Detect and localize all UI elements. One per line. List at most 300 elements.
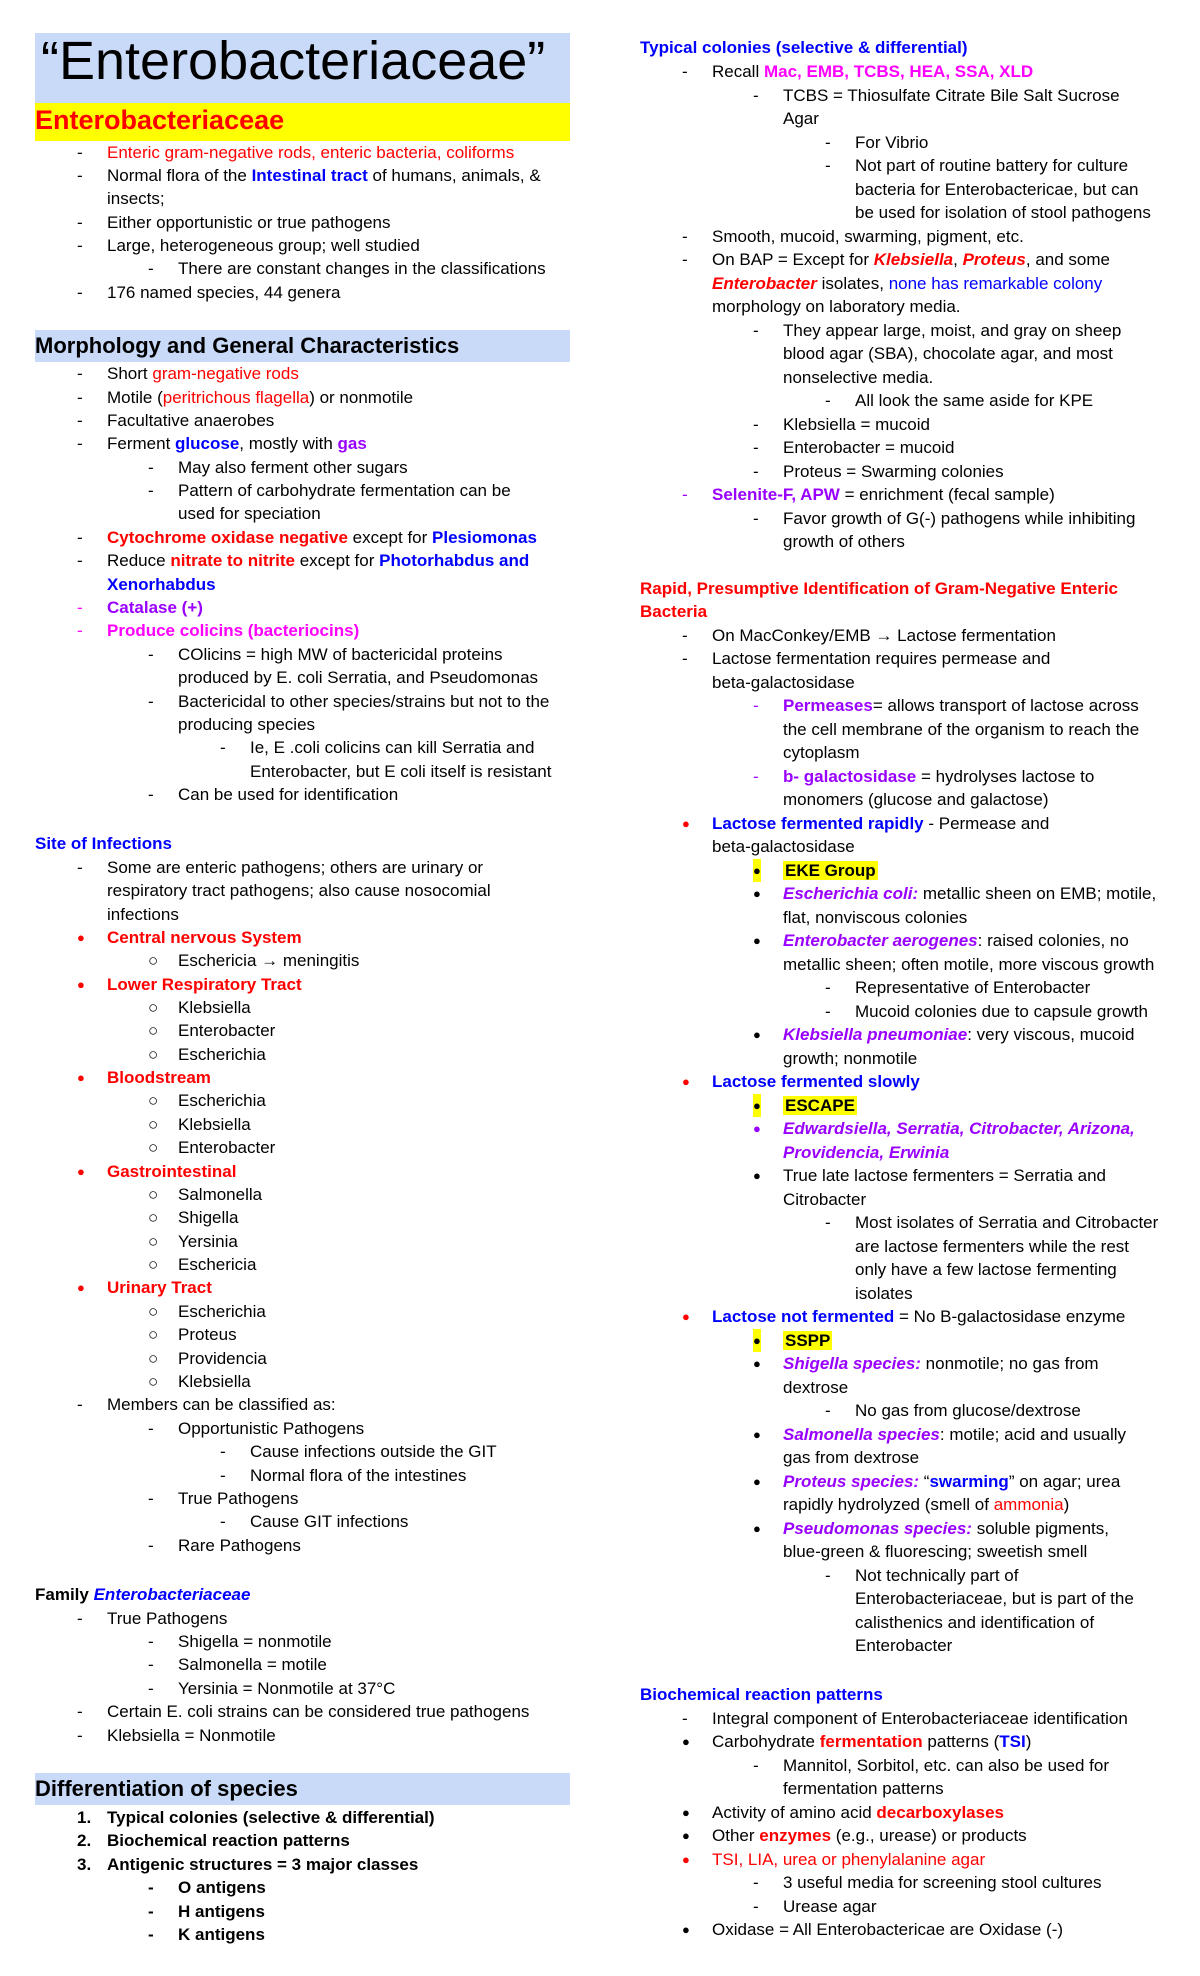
- text-run: Mucoid colonies due to capsule growth: [855, 1002, 1148, 1021]
- text-run: beta-galactosidase: [712, 673, 855, 692]
- text-run: Some are enteric pathogens; others are urinary or: [107, 858, 484, 877]
- text-line: [825, 1564, 1019, 1587]
- text-line: [753, 859, 878, 882]
- text-run: Can be used for identification: [178, 785, 399, 804]
- text-run: Pattern of carbohydrate fermentation can be: [178, 481, 511, 500]
- text-run: = allows transport of lactose across: [872, 696, 1139, 715]
- text-run: producing species: [178, 715, 316, 734]
- text-line: [148, 1370, 251, 1393]
- text-line: [107, 879, 491, 902]
- text-line: [77, 1806, 435, 1829]
- text-line: [77, 141, 515, 164]
- text-line: [783, 1777, 944, 1800]
- text-line: [148, 1136, 276, 1159]
- text-run: O antigens: [178, 1878, 266, 1897]
- text-run: ,: [953, 250, 963, 269]
- list-marker: ●: [682, 1734, 690, 1749]
- text-run: Not part of routine battery for culture: [855, 156, 1129, 175]
- text-line: [250, 760, 551, 783]
- text-run: calisthenics and identification of: [855, 1613, 1095, 1632]
- list-marker: ○: [148, 1325, 159, 1344]
- text-line: [148, 1253, 257, 1276]
- text-run: Enterobacteriaceae: [93, 1585, 251, 1604]
- text-run: Morphology and General Characteristics: [35, 333, 460, 358]
- text-line: [825, 1399, 1081, 1422]
- list-marker: ●: [753, 1027, 761, 1042]
- text-line: [220, 1464, 467, 1487]
- text-line: [753, 84, 1120, 107]
- list-marker: -: [77, 213, 83, 232]
- list-marker: -: [682, 485, 688, 504]
- list-marker: ○: [148, 1138, 159, 1157]
- text-line: [148, 1677, 396, 1700]
- text-run: No gas from glucose/dextrose: [855, 1401, 1081, 1420]
- text-run: Escherichia: [178, 1302, 266, 1321]
- text-run: Lactose fermented slowly: [712, 1072, 920, 1091]
- text-line: [855, 1611, 1094, 1634]
- list-marker: ●: [77, 977, 85, 992]
- text-line: [825, 1211, 1159, 1234]
- text-run: Pseudomonas species:: [783, 1519, 972, 1538]
- text-run: insects;: [107, 189, 165, 208]
- list-marker: ●: [753, 886, 761, 901]
- text-run: respiratory tract pathogens; also cause nosocomial: [107, 881, 491, 900]
- text-run: Biochemical reaction patterns: [640, 1685, 883, 1704]
- list-marker: -: [825, 1566, 831, 1585]
- text-run: isolates: [855, 1284, 913, 1303]
- text-line: [753, 319, 1122, 342]
- text-run: Escherichia: [178, 1091, 266, 1110]
- list-marker: -: [220, 1442, 226, 1461]
- text-line: [77, 386, 414, 409]
- text-line: [783, 718, 1139, 741]
- text-run: Citrobacter: [783, 1190, 867, 1209]
- text-run: Eschericia: [178, 1255, 257, 1274]
- text-run: Photorhabdus and: [379, 551, 530, 570]
- list-marker: -: [148, 1419, 154, 1438]
- text-run: Rapid, Presumptive Identification of Gram-Negative Enteric: [640, 579, 1118, 598]
- text-run: enzymes: [759, 1826, 832, 1845]
- text-run: Salmonella = motile: [178, 1655, 327, 1674]
- text-run: Escherichia coli:: [783, 884, 919, 903]
- text-line: [77, 1829, 350, 1852]
- list-marker: ●: [753, 1094, 761, 1117]
- text-run: Carbohydrate: [712, 1732, 820, 1751]
- list-marker: ○: [148, 951, 159, 970]
- list-marker: -: [77, 1726, 83, 1745]
- text-line: [77, 362, 299, 385]
- text-line: [783, 1188, 866, 1211]
- list-marker: ●: [753, 1356, 761, 1371]
- text-run: dextrose: [783, 1378, 849, 1397]
- text-line: [220, 736, 535, 759]
- text-run: isolates,: [816, 274, 889, 293]
- list-marker: -: [77, 143, 83, 162]
- text-run: Eschericia → meningitis: [178, 951, 360, 970]
- text-line: [77, 409, 275, 432]
- text-run: TCBS = Thiosulfate Citrate Bile Salt Sucrose: [783, 86, 1120, 105]
- text-run: Large, heterogeneous group; well studied: [107, 236, 420, 255]
- list-marker: ○: [148, 998, 159, 1017]
- text-line: [783, 1493, 1069, 1516]
- text-line: [855, 1634, 952, 1657]
- text-run: ” on agar; urea: [1008, 1472, 1121, 1491]
- text-line: [682, 1707, 1128, 1730]
- text-run: Recall: [712, 62, 764, 81]
- text-line: [640, 577, 1118, 600]
- text-run: Cause GIT infections: [250, 1512, 409, 1531]
- text-line: [682, 483, 1055, 506]
- text-line: [77, 856, 484, 879]
- text-run: monomers (glucose and galactose): [783, 790, 1049, 809]
- text-run: be used for isolation of stool pathogens: [855, 203, 1151, 222]
- text-run: blue-green & fluorescing; sweetish smell: [783, 1542, 1088, 1561]
- page-title: [41, 30, 545, 92]
- text-run: cytoplasm: [783, 743, 860, 762]
- text-run: ): [1025, 1732, 1032, 1751]
- text-run: Providencia: [178, 1349, 267, 1368]
- list-marker: -: [77, 858, 83, 877]
- text-line: [682, 1070, 920, 1093]
- text-run: Enteric gram-negative rods, enteric bacteria, coliforms: [107, 143, 515, 162]
- text-line: [753, 1754, 1110, 1777]
- list-marker: -: [148, 458, 154, 477]
- list-marker: -: [77, 434, 83, 453]
- text-run: nitrate to nitrite: [170, 551, 295, 570]
- list-marker: -: [148, 692, 154, 711]
- text-run: Proteus species:: [783, 1472, 920, 1491]
- text-line: [77, 281, 341, 304]
- text-run: produced by E. coli Serratia, and Pseudomonas: [178, 668, 539, 687]
- text-run: “Enterobacteriaceae”: [41, 31, 546, 91]
- text-run: decarboxylases: [876, 1803, 1004, 1822]
- list-marker: ○: [148, 1021, 159, 1040]
- text-line: [825, 154, 1129, 177]
- text-line: [148, 1113, 251, 1136]
- text-run: Members can be classified as:: [107, 1395, 336, 1414]
- text-run: bacteria for Enterobactericae, but can: [855, 180, 1139, 199]
- text-run: growth; nonmotile: [783, 1049, 918, 1068]
- text-line: [148, 1089, 266, 1112]
- list-marker: ●: [682, 1805, 690, 1820]
- text-line: [148, 690, 550, 713]
- text-run: nonmotile; no gas from: [920, 1354, 1099, 1373]
- list-marker: 3.: [77, 1855, 92, 1874]
- text-run: Gastrointestinal: [107, 1162, 237, 1181]
- text-run: beta-galactosidase: [712, 837, 855, 856]
- list-marker: -: [753, 438, 759, 457]
- list-marker: -: [77, 1702, 83, 1721]
- text-run: True Pathogens: [178, 1489, 299, 1508]
- list-marker: -: [148, 1925, 154, 1944]
- text-run: nonselective media.: [783, 368, 934, 387]
- text-run: SSPP: [785, 1331, 831, 1350]
- text-line: [682, 1824, 1027, 1847]
- list-marker: -: [77, 528, 83, 547]
- text-run: : very viscous, mucoid: [967, 1025, 1135, 1044]
- text-line: [855, 1235, 1129, 1258]
- text-run: patterns (: [922, 1732, 1000, 1751]
- text-line: [148, 1323, 237, 1346]
- text-line: [783, 342, 1113, 365]
- text-run: Lactose not fermented: [712, 1307, 895, 1326]
- text-line: [753, 1895, 877, 1918]
- text-run: = hydrolyses lactose to: [916, 767, 1095, 786]
- text-run: ): [1063, 1495, 1070, 1514]
- text-run: except for: [347, 528, 433, 547]
- text-run: Normal flora of the: [107, 166, 252, 185]
- list-marker: -: [825, 156, 831, 175]
- text-line: [77, 926, 302, 949]
- text-run: Enterobacteriaceae: [35, 105, 285, 135]
- text-line: [783, 741, 860, 764]
- text-run: For Vibrio: [855, 133, 929, 152]
- text-run: On BAP = Except for: [712, 250, 874, 269]
- list-marker: -: [682, 1709, 688, 1728]
- text-run: All look the same aside for KPE: [855, 391, 1094, 410]
- text-run: gram-negative rods: [152, 364, 299, 383]
- text-run: “: [919, 1472, 930, 1491]
- text-run: b- galactosidase: [783, 767, 917, 786]
- text-run: peritrichous flagella: [162, 388, 310, 407]
- text-run: used for speciation: [178, 504, 321, 523]
- text-run: Bactericidal to other species/strains but not to the: [178, 692, 550, 711]
- text-run: H antigens: [178, 1902, 265, 1921]
- text-line: [107, 573, 216, 596]
- list-marker: -: [825, 1213, 831, 1232]
- text-run: rapidly hydrolyzed (smell of: [783, 1495, 994, 1514]
- text-run: Xenorhabdus: [107, 575, 216, 594]
- text-run: Rare Pathogens: [178, 1536, 301, 1555]
- list-marker: ○: [148, 1045, 159, 1064]
- text-line: [148, 257, 546, 280]
- list-marker: -: [148, 1878, 154, 1897]
- text-run: 3 useful media for screening stool cultures: [783, 1873, 1102, 1892]
- list-marker: -: [753, 767, 759, 786]
- section-title: [35, 103, 284, 137]
- list-marker: -: [77, 551, 83, 570]
- section-heading: [35, 330, 459, 362]
- text-run: Urease agar: [783, 1897, 877, 1916]
- text-line: [682, 60, 1034, 83]
- text-run: Mannitol, Sorbitol, etc. can also be used for: [783, 1756, 1110, 1775]
- text-line: [753, 1329, 832, 1352]
- text-line: [35, 1583, 250, 1606]
- text-run: Integral component of Enterobacteriaceae identification: [712, 1709, 1128, 1728]
- text-run: Facultative anaerobes: [107, 411, 275, 430]
- text-run: except for: [295, 551, 380, 570]
- text-line: [77, 1700, 530, 1723]
- text-run: Intestinal tract: [251, 166, 368, 185]
- text-run: glucose: [175, 434, 240, 453]
- text-run: May also ferment other sugars: [178, 458, 408, 477]
- text-run: Salmonella: [178, 1185, 263, 1204]
- text-run: Urinary Tract: [107, 1278, 212, 1297]
- text-run: the cell membrane of the organism to reach the: [783, 720, 1140, 739]
- list-marker: -: [753, 509, 759, 528]
- text-line: [682, 812, 1050, 835]
- text-run: : raised colonies, no: [977, 931, 1129, 950]
- list-marker: ○: [148, 1115, 159, 1134]
- text-run: Typical colonies (selective & differential): [107, 1808, 435, 1827]
- text-line: [753, 1164, 1106, 1187]
- text-line: [682, 225, 1024, 248]
- list-marker: -: [148, 1655, 154, 1674]
- text-line: [855, 178, 1139, 201]
- text-line: [682, 1305, 1126, 1328]
- text-line: [77, 234, 420, 257]
- list-marker: ●: [753, 1121, 761, 1136]
- text-line: [640, 600, 707, 623]
- text-run: Typical colonies (selective & differential): [640, 38, 968, 57]
- text-run: swarming: [929, 1472, 1009, 1491]
- text-run: Cytochrome oxidase negative: [107, 528, 348, 547]
- text-run: fermentation: [819, 1732, 923, 1751]
- text-run: EKE Group: [785, 861, 876, 880]
- list-marker: ●: [682, 1852, 690, 1867]
- text-run: COlicins = high MW of bactericidal proteins: [178, 645, 503, 664]
- text-line: [77, 1276, 212, 1299]
- text-line: [682, 1801, 1004, 1824]
- section-heading: [35, 1773, 298, 1805]
- text-run: soluble pigments,: [971, 1519, 1109, 1538]
- list-marker: -: [753, 696, 759, 715]
- text-line: [855, 201, 1151, 224]
- text-line: [682, 647, 1051, 670]
- text-line: [753, 1517, 1109, 1540]
- text-run: Enterobacter, but E coli itself is resistant: [250, 762, 552, 781]
- text-run: Differentiation of species: [35, 1776, 298, 1801]
- text-run: Motile (: [107, 388, 163, 407]
- text-line: [753, 1094, 857, 1117]
- text-run: Bacteria: [640, 602, 708, 621]
- text-run: True late lactose fermenters = Serratia and: [783, 1166, 1106, 1185]
- text-run: infections: [107, 905, 179, 924]
- text-line: [753, 929, 1129, 952]
- text-line: [148, 1183, 263, 1206]
- text-run: are lactose fermenters while the rest: [855, 1237, 1130, 1256]
- text-line: [220, 1510, 409, 1533]
- text-run: = No B-galactosidase enzyme: [894, 1307, 1126, 1326]
- text-line: [783, 788, 1049, 811]
- text-line: [148, 1019, 276, 1042]
- text-run: Not technically part of: [855, 1566, 1019, 1585]
- list-marker: -: [77, 166, 83, 185]
- list-marker: -: [148, 1902, 154, 1921]
- text-run: Klebsiella: [178, 1372, 251, 1391]
- text-run: Proteus: [962, 250, 1026, 269]
- text-run: Yersinia: [178, 1232, 238, 1251]
- list-marker: -: [825, 978, 831, 997]
- text-line: [783, 953, 1154, 976]
- list-marker: -: [148, 1632, 154, 1651]
- text-line: [855, 1258, 1117, 1281]
- list-marker: -: [148, 481, 154, 500]
- list-marker: ●: [682, 1922, 690, 1937]
- text-run: - Permease and: [923, 814, 1050, 833]
- list-marker: -: [77, 283, 83, 302]
- list-marker: -: [682, 626, 688, 645]
- list-marker: -: [682, 227, 688, 246]
- text-run: Escherichia: [178, 1045, 266, 1064]
- text-line: [682, 248, 1110, 271]
- text-line: [783, 1141, 949, 1164]
- text-line: [148, 1900, 265, 1923]
- text-line: [148, 1347, 267, 1370]
- text-line: [77, 1607, 228, 1630]
- list-marker: -: [148, 1679, 154, 1698]
- list-marker: -: [148, 1536, 154, 1555]
- text-run: Family: [35, 1585, 94, 1604]
- text-line: [783, 366, 933, 389]
- text-line: [148, 1487, 299, 1510]
- text-line: [753, 1352, 1099, 1375]
- text-run: Antigenic structures = 3 major classes: [107, 1855, 419, 1874]
- text-line: [178, 502, 321, 525]
- list-marker: ●: [682, 1309, 690, 1324]
- text-line: [178, 713, 315, 736]
- text-line: [77, 526, 537, 549]
- text-line: [712, 671, 855, 694]
- text-run: They appear large, moist, and gray on sheep: [783, 321, 1122, 340]
- list-marker: ●: [77, 930, 85, 945]
- text-run: Edwardsiella, Serratia, Citrobacter, Arizona,: [783, 1119, 1135, 1138]
- list-marker: -: [682, 62, 688, 81]
- list-marker: -: [753, 1873, 759, 1892]
- text-run: Either opportunistic or true pathogens: [107, 213, 391, 232]
- text-line: [107, 187, 165, 210]
- text-run: Shigella: [178, 1208, 239, 1227]
- text-run: only have a few lactose fermenting: [855, 1260, 1117, 1279]
- list-marker: -: [753, 1897, 759, 1916]
- text-run: Other: [712, 1826, 760, 1845]
- text-run: Proteus: [178, 1325, 237, 1344]
- list-marker: ○: [148, 1372, 159, 1391]
- text-line: [148, 783, 399, 806]
- list-marker: ●: [753, 859, 761, 882]
- text-line: [77, 1393, 336, 1416]
- list-marker: -: [77, 364, 83, 383]
- text-line: [753, 1423, 1127, 1446]
- text-run: ESCAPE: [785, 1096, 855, 1115]
- text-run: Ferment: [107, 434, 176, 453]
- text-line: [148, 1230, 238, 1253]
- text-line: [77, 1853, 419, 1876]
- list-marker: -: [825, 133, 831, 152]
- text-run: Normal flora of the intestines: [250, 1466, 467, 1485]
- text-line: [640, 36, 968, 59]
- list-marker: ○: [148, 1091, 159, 1110]
- text-line: [148, 1206, 239, 1229]
- text-run: Selenite-F, APW: [712, 485, 840, 504]
- text-run: Site of Infections: [35, 834, 172, 853]
- list-marker: -: [77, 236, 83, 255]
- text-run: Shigella = nonmotile: [178, 1632, 332, 1651]
- list-marker: ○: [148, 1302, 159, 1321]
- text-line: [753, 436, 955, 459]
- text-line: [148, 1653, 327, 1676]
- text-run: , mostly with: [239, 434, 338, 453]
- list-marker: -: [753, 86, 759, 105]
- text-run: Yersinia = Nonmotile at 37°C: [178, 1679, 396, 1698]
- text-run: (e.g., urease) or products: [831, 1826, 1027, 1845]
- text-line: [220, 1440, 497, 1463]
- list-marker: -: [220, 738, 226, 757]
- text-run: Ie, E .coli colicins can kill Serratia and: [250, 738, 535, 757]
- text-run: Proteus = Swarming colonies: [783, 462, 1004, 481]
- text-line: [682, 1730, 1032, 1753]
- text-line: [148, 1417, 365, 1440]
